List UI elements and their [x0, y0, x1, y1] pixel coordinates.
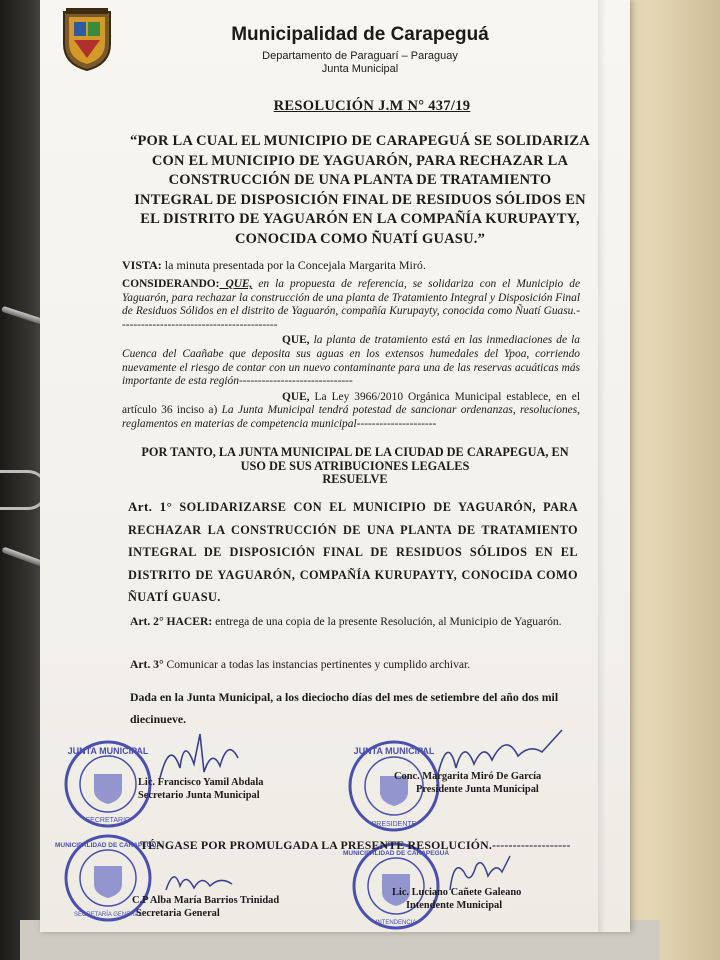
- signer-role: Secretario Junta Municipal: [138, 790, 260, 801]
- article-3: [130, 658, 576, 671]
- dash-fill: ------------------------------: [238, 375, 353, 388]
- stamp-text: MUNICIPALIDAD DE CARAPEGUÁ: [54, 842, 162, 849]
- stamp-subtext: INTENDENCIA: [375, 920, 417, 926]
- stamp-subtext: PRESIDENTE: [371, 821, 417, 828]
- article-label: Art. 3°: [130, 658, 164, 671]
- article-text: SOLIDARIZARSE CON EL MUNICIPIO DE YAGUARÓN, PARA RECHAZAR LA CONSTRUCCIÓN DE UNA PLANTA DE TRATAMIENTO INTEGRAL DE DISPOSICIÓN FINAL DE RESIDUOS SÓLIDOS EN EL DISTRITO DE YAGUARÓN, COMPAÑÍA KURUPAYTY, CONOCIDA COMO ÑUATÍ GUASU.: [128, 500, 578, 604]
- signer-role: Intendente Municipal: [406, 900, 503, 911]
- title-line: CONSTRUCCIÓN DE UNA PLANTA DE TRATAMIENTO: [168, 172, 552, 188]
- vista-text: la minuta presentada por la Concejala Margarita Miró.: [161, 258, 426, 272]
- stamp-subtext: SECRETARIO: [85, 817, 131, 824]
- title-line: CON EL MUNICIPIO DE YAGUARÓN, PARA RECHAZAR LA: [151, 152, 569, 169]
- considerando-que-2: [122, 334, 580, 388]
- dash-fill: -----------------------------------------: [122, 318, 278, 331]
- signer-role: Secretaria General: [136, 908, 220, 919]
- que-label: QUE,: [282, 334, 310, 347]
- signature-block-secretaria-general: [132, 894, 279, 920]
- stamp-text: MUNICIPALIDAD DE CARAPEGUÁ: [342, 850, 450, 857]
- dash-fill: -------------------: [492, 838, 571, 852]
- signature-secretaria-general: [160, 862, 240, 898]
- title-line: EL DISTRITO DE YAGUARÓN EN LA COMPAÑÍA KURUPAYTY,: [140, 211, 580, 227]
- resolution-number: RESOLUCIÓN J.M N° 437/19: [273, 98, 471, 114]
- stamp-text: JUNTA MUNICIPAL: [67, 746, 149, 756]
- que-text: la planta de tratamiento está en las inmediaciones de la Cuenca del Caañabe que deposita sus aguas en los extensos humedales del Ypoa, corriendo nuevamente el riesgo de contar con un nuevo contaminante para una de las reservas acuáticas más importante de esta región: [122, 334, 580, 388]
- letterhead: [60, 6, 580, 76]
- signature-block-secretary: [138, 776, 263, 802]
- municipal-seal-icon: [60, 6, 114, 72]
- stamp-text: JUNTA MUNICIPAL: [353, 746, 435, 756]
- signer-name: Conc. Margarita Miró De García: [394, 771, 542, 782]
- resolution-title: [100, 132, 620, 249]
- department-line: Departamento de Paraguarí – Paraguay: [262, 50, 458, 62]
- municipality-name: Municipalidad de Carapeguá: [231, 24, 489, 45]
- signer-name: C.P Alba María Barrios Trinidad: [132, 895, 280, 906]
- vista-label: VISTA:: [122, 258, 162, 272]
- signature-block-president: [394, 770, 541, 796]
- por-tanto-block: [130, 446, 580, 487]
- signer-name: Lic. Luciano Cañete Galeano: [392, 887, 522, 898]
- stamp-subtext: SECRETARÍA GENERAL: [74, 912, 142, 918]
- que-label: QUE,: [219, 278, 253, 290]
- signer-name: Lic. Francisco Yamil Abdala: [138, 777, 264, 788]
- junta-line: Junta Municipal: [321, 63, 399, 75]
- article-text: Comunicar a todas las instancias pertinentes y cumplido archivar.: [163, 658, 471, 671]
- signer-role: Presidente Junta Municipal: [416, 784, 539, 795]
- que-text: La Ley 3966/2010 Orgánica Municipal establece, en el artículo 36 inciso a): [122, 390, 580, 417]
- promulgation-text: TÉNGASE POR PROMULGADA LA PRESENTE RESOLUCIÓN.: [140, 838, 493, 852]
- que-text-italic: La Junta Municipal tendrá potestad de sancionar ordenanzas, resoluciones, reglamentos en materias de competencia municipal: [122, 404, 581, 430]
- article-label: Art. 2° HACER:: [130, 615, 213, 628]
- considerando-que-3: [122, 391, 580, 432]
- title-line: “POR LA CUAL EL MUNICIPIO DE CARAPEGUÁ SE SOLIDARIZA: [130, 133, 590, 149]
- por-tanto-line: POR TANTO, LA JUNTA MUNICIPAL DE LA CIUDAD DE CARAPEGUA, EN: [141, 445, 569, 459]
- dash-fill: ---------------------: [356, 417, 437, 430]
- article-2: [130, 612, 576, 632]
- por-tanto-line: USO DE SUS ATRIBUCIONES LEGALES: [240, 458, 470, 473]
- que-label: QUE,: [282, 390, 310, 403]
- article-label: Art. 1°: [128, 499, 173, 514]
- dada-paragraph: Dada en la Junta Municipal, a los dieciocho días del mes de setiembre del año dos mil diecinueve.: [130, 690, 559, 726]
- considerando-label: CONSIDERANDO:: [122, 278, 220, 290]
- vista-paragraph: [122, 258, 592, 273]
- que-text: en la propuesta de referencia, se solidariza con el Municipio de Yaguarón, para rechazar la construcción de una planta de Tratamiento Integral y Disposición Final de Residuos Sólidos en el distrito de Yaguarón, compañía Kurupayty, conocida como Ñuatí Guasu.-: [122, 278, 581, 318]
- considerando-section: [122, 278, 580, 434]
- considerando-que-1: [122, 278, 580, 332]
- resuelve-label: RESUELVE: [322, 472, 388, 486]
- signature-block-intendente: [392, 886, 521, 912]
- title-line: INTEGRAL DE DISPOSICIÓN FINAL DE RESIDUOS SÓLIDOS EN: [134, 191, 586, 208]
- article-1: [128, 496, 578, 609]
- article-text: entrega de una copia de la presente Resolución, al Municipio de Yaguarón.: [212, 615, 562, 628]
- promulgation-line: [140, 838, 580, 853]
- title-line: CONOCIDA COMO ÑUATÍ GUASU.”: [234, 230, 486, 247]
